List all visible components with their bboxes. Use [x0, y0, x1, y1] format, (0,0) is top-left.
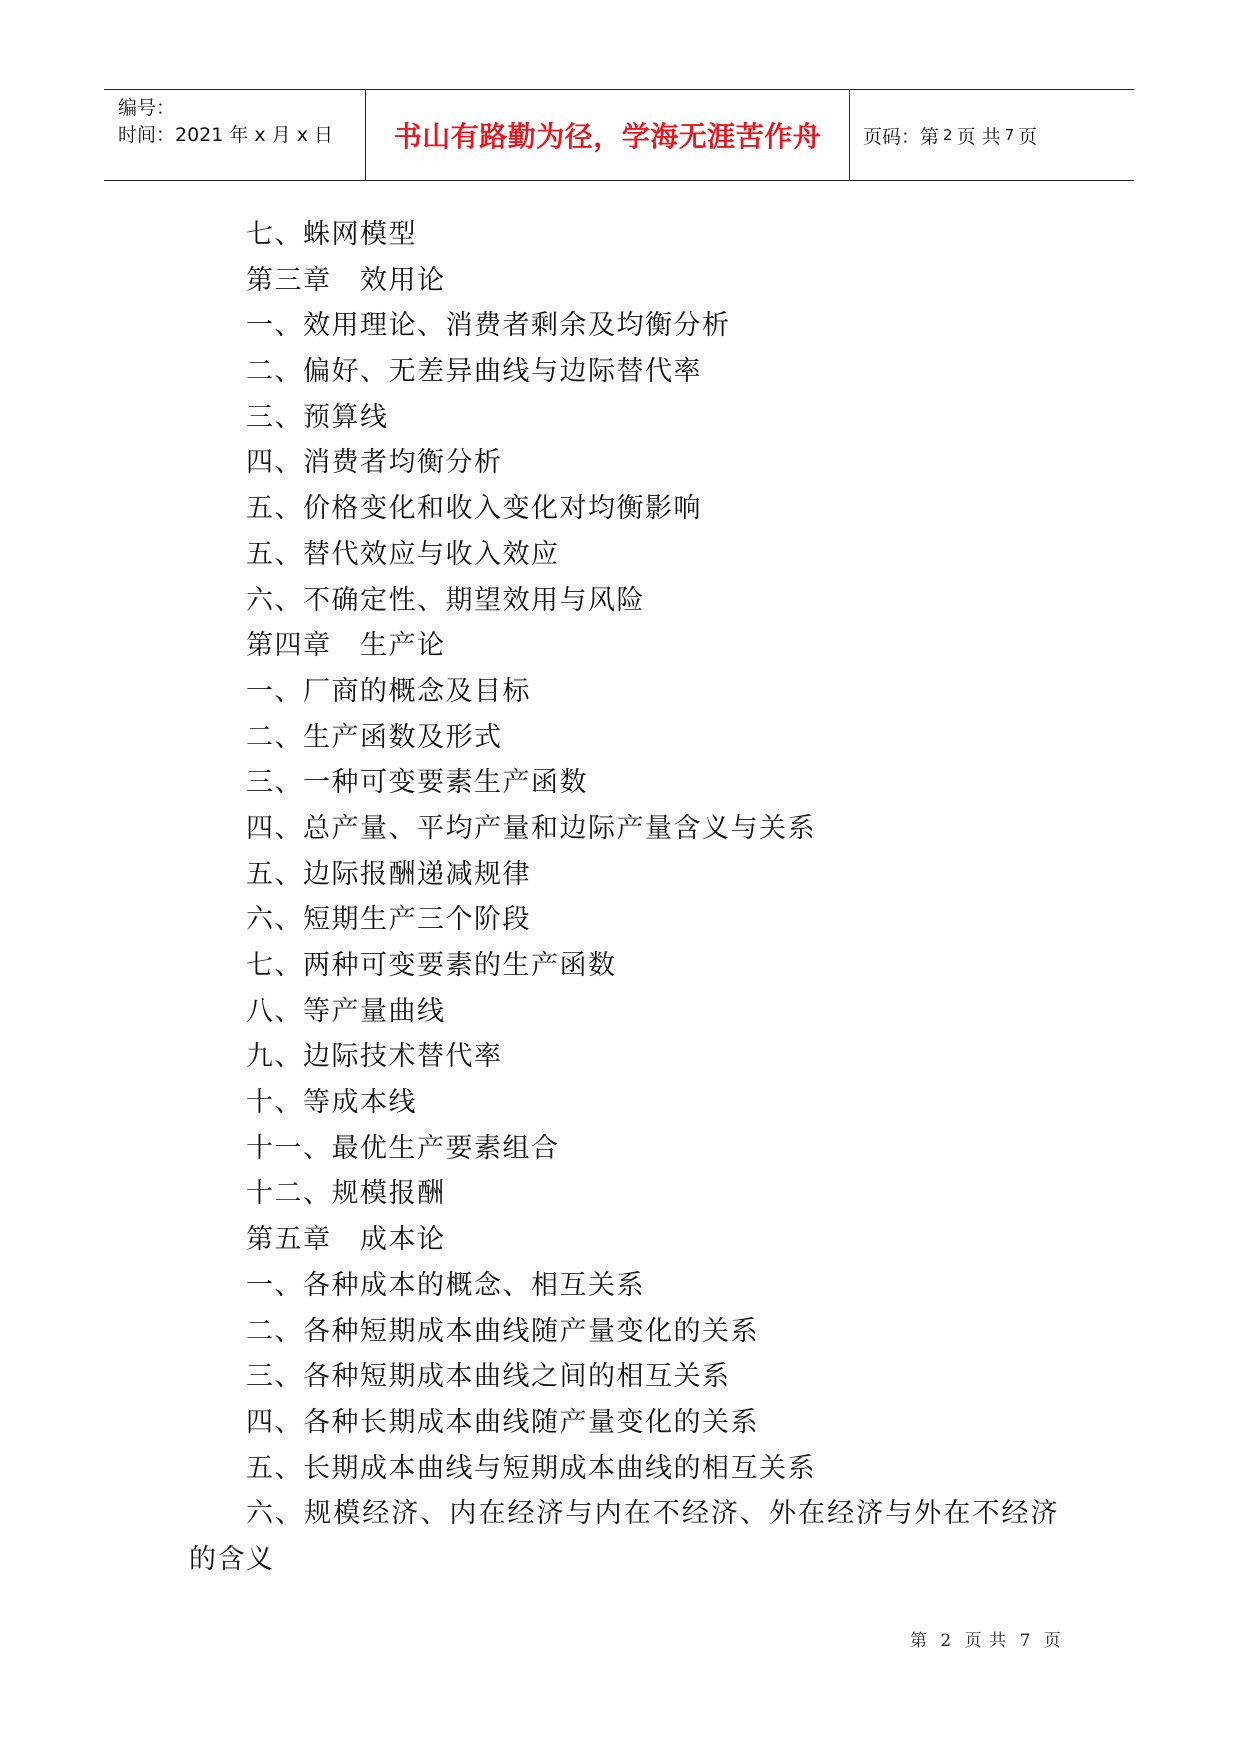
outline-line: 五、边际报酬递减规律 [246, 858, 531, 890]
outline-line: 四、总产量、平均产量和边际产量含义与关系 [246, 812, 816, 844]
outline-line: 六、短期生产三个阶段 [246, 904, 531, 936]
outline-line: 十二、规模报酬 [246, 1178, 446, 1210]
document-time-label: 时间：2021 年 x 月 x 日 [118, 124, 334, 146]
outline-line: 一、厂商的概念及目标 [246, 675, 531, 707]
header-page-cell [850, 90, 1134, 180]
header-page-suffix: 页 [1018, 125, 1038, 148]
page-footer [910, 1626, 1062, 1651]
outline-line: 十一、最优生产要素组合 [246, 1132, 560, 1164]
outline-line: 三、各种短期成本曲线之间的相互关系 [246, 1361, 731, 1393]
page-header [104, 89, 1134, 181]
footer-mid: 页 共 [964, 1631, 1008, 1651]
outline-line: 一、效用理论、消费者剩余及均衡分析 [246, 310, 731, 342]
outline-line: 八、等产量曲线 [246, 995, 446, 1027]
chapter-heading: 第四章 生产论 [246, 630, 446, 662]
header-page-current: 2 [943, 126, 953, 144]
footer-page-total: 7 [1019, 1631, 1032, 1651]
outline-paragraph: 六、规模经济、内在经济与内在不经济、外在经济与外在不经济的含义 [189, 1498, 1059, 1575]
outline-line: 十、等成本线 [246, 1087, 417, 1119]
outline-line: 五、价格变化和收入变化对均衡影响 [246, 493, 702, 525]
chapter-heading: 第五章 成本论 [246, 1224, 446, 1256]
outline-line: 二、偏好、无差异曲线与边际替代率 [246, 356, 702, 388]
outline-line: 五、长期成本曲线与短期成本曲线的相互关系 [246, 1452, 816, 1484]
outline-line: 九、边际技术替代率 [246, 1041, 503, 1073]
outline-line: 四、消费者均衡分析 [246, 447, 503, 479]
outline-line: 一、各种成本的概念、相互关系 [246, 1269, 645, 1301]
header-motto-cell [366, 90, 850, 180]
outline-line: 七、两种可变要素的生产函数 [246, 950, 617, 981]
outline-line: 六、不确定性、期望效用与风险 [246, 584, 645, 616]
outline-line: 五、替代效应与收入效应 [246, 538, 560, 570]
outline-line: 四、各种长期成本曲线随产量变化的关系 [246, 1406, 759, 1438]
header-info-cell [104, 90, 366, 180]
footer-page-current: 2 [940, 1631, 953, 1651]
outline-line: 三、一种可变要素生产函数 [246, 767, 588, 799]
header-page-prefix: 页码：第 [863, 125, 940, 148]
footer-suffix: 页 [1043, 1631, 1062, 1651]
footer-prefix: 第 [910, 1631, 928, 1651]
outline-line: 二、生产函数及形式 [246, 721, 503, 753]
outline-line: 七、蛛网模型 [246, 219, 417, 250]
outline-line: 三、预算线 [246, 401, 389, 433]
header-page-total: 7 [1004, 126, 1015, 144]
document-number-label: 编号： [118, 97, 176, 119]
header-page-mid: 页 共 [956, 125, 1001, 148]
outline-line: 二、各种短期成本曲线随产量变化的关系 [246, 1315, 759, 1347]
outline-content [189, 212, 1069, 1583]
header-motto: 书山有路勤为径，学海无涯苦作舟 [393, 120, 822, 153]
chapter-heading: 第三章 效用论 [246, 264, 446, 296]
